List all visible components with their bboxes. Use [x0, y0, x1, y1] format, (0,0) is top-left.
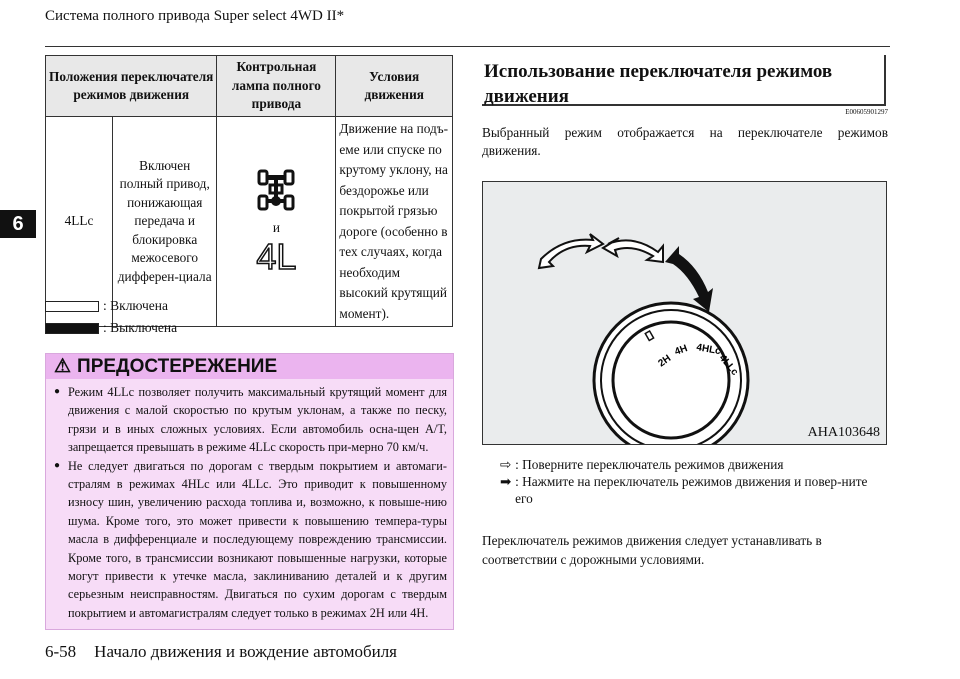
4l-lamp-icon: 4L	[256, 235, 297, 277]
page-footer	[45, 642, 415, 662]
outline-arrow-icon: ⇨	[500, 457, 512, 472]
cell-mode: 4LLc	[46, 117, 113, 327]
outro-text: Переключатель режимов движения следует устанавливать в соответствии с дорожными условиями.	[482, 533, 822, 567]
dial-label-2h: 2H	[656, 353, 674, 370]
4wd-lamp-icon	[256, 168, 296, 214]
lamp-off-swatch	[45, 323, 99, 334]
legend-off-label: : Выключена	[103, 320, 178, 335]
section-title: Использование переключателя режимов движения	[482, 55, 886, 106]
col-header-position: Положения переключателя режимов движения	[46, 56, 217, 117]
chapter-title: Начало движения и вождение автомобиля	[94, 642, 398, 661]
lamp-on-swatch	[45, 301, 99, 312]
figure-code: AHA103648	[807, 425, 880, 440]
cell-lamp	[217, 117, 336, 327]
cell-conditions: Движение на подъ-еме или спуске по крутому уклону, на бездорожье или покрытой грязью дороге (особенно в тех случаях, когда необходим высокий крутящий момент).	[336, 117, 453, 327]
header-divider	[45, 46, 890, 47]
legend-off	[45, 320, 177, 336]
legend-on-label: : Включена	[103, 298, 168, 313]
col-header-conditions: Условия движения	[336, 56, 453, 117]
lamp-conjunction: и	[272, 220, 280, 235]
warning-header	[46, 354, 453, 379]
warning-triangle-icon: ⚠	[54, 355, 72, 377]
turn-arrow-icon	[539, 234, 663, 268]
col-header-lamp: Контрольная лампа полного привода	[217, 56, 336, 117]
legend-turn-label: : Поверните переключатель режимов движения	[515, 457, 784, 472]
dial-label-4llc: 4LLc	[716, 352, 741, 378]
page-header: Система полного привода Super select 4WD II*	[45, 8, 345, 24]
warning-box	[45, 353, 454, 630]
cell-state: Включен полный привод, понижающая передача и блокировка межосевого дифферен-циала	[113, 117, 217, 327]
chapter-tab: 6	[0, 210, 36, 238]
legend-turn	[500, 456, 783, 473]
solid-arrow-icon: ➡	[500, 474, 512, 489]
dial-label-4h: 4H	[673, 343, 690, 358]
warning-title: ПРЕДОСТЕРЕЖЕНИЕ	[77, 355, 278, 377]
mode-table	[45, 55, 453, 327]
warning-item: ● Режим 4LLc позволяет получить максимальный крутящий момент для движения с малой скоростью по крутым уклонам, а также по песку, грязи и в иных сложных условиях. Если автомобиль осна-щен A/T, запрещается превышать в режиме 4LLc скорость при-мерно 70 км/ч.	[54, 383, 447, 457]
section-code: E00605901297	[845, 108, 888, 116]
warning-item: ● Не следует двигаться по дорогам с твердым покрытием и автомаги-стралям в режимах 4HLc или 4LLc. Это приводит к повышенному износу шин, увеличению расхода топлива и, возможно, к повыше-нию шума. Кроме того, это может привести к повышению темпера-туры масла в дифференциале и последующему повреждению трансмиссии. Кроме того, в трансмиссии возникают повышенные нагрузки, которые могут привести к утечке масла, заклиниванию деталей и к другим серьезным неисправностям. Двигаться по сухим дорогам с твердым покрытием и автомагистралям следует только в режимах 2H или 4H.	[54, 457, 447, 623]
page-number: 6-58	[45, 642, 77, 661]
dial-figure	[482, 181, 887, 445]
dial-illustration	[483, 182, 886, 444]
legend-on	[45, 298, 168, 314]
dial-label-4hlc: 4HLc	[695, 342, 722, 358]
legend-push-label: : Нажмите на переключатель режимов движения и повер-ните его	[515, 474, 868, 506]
intro-text: Выбранный режим отображается на переключателе режимов движения.	[482, 125, 888, 158]
legend-push	[500, 473, 888, 507]
